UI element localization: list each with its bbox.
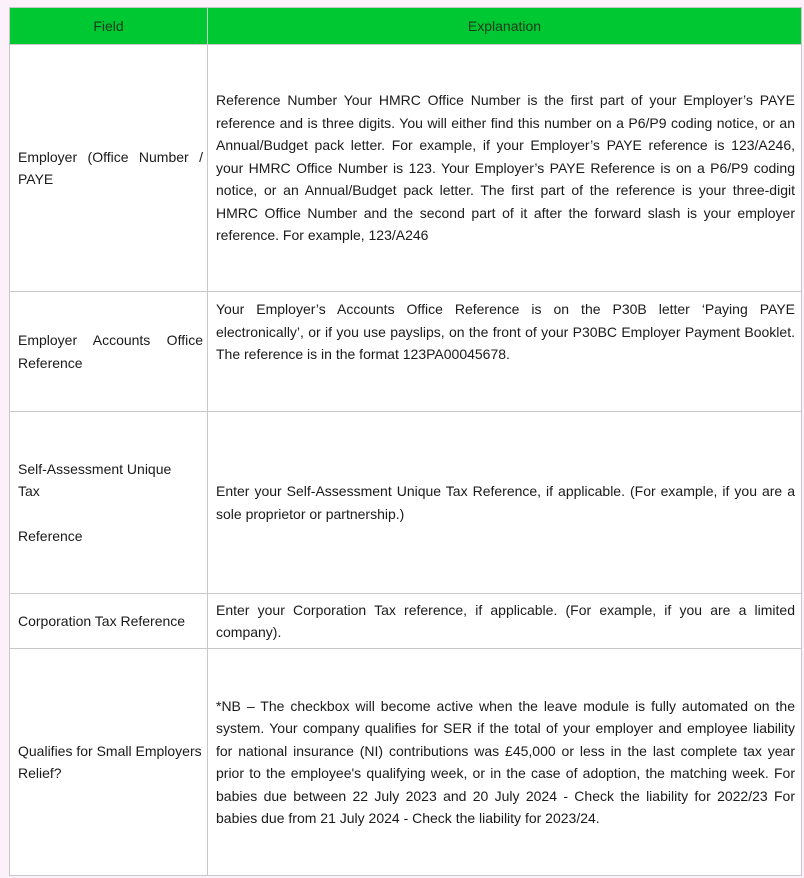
- field-cell-line: Self-Assessment Unique: [18, 460, 172, 477]
- field-cell: Employer (Office Number / PAYE: [10, 45, 208, 292]
- table-row: [10, 649, 802, 876]
- column-header-explanation: Explanation: [208, 8, 802, 45]
- table-header-row: [10, 8, 802, 45]
- explanation-cell: Your Employer’s Accounts Office Reference is on the P30B letter ‘Paying PAYE electronically’, or if you use payslips, on the front of your P30BC Employer Payment Booklet. The reference is in the format 123PA00045678.: [208, 292, 802, 412]
- table-row: [10, 292, 802, 412]
- field-cell: [10, 412, 208, 594]
- explanation-cell: Enter your Corporation Tax reference, if applicable. (For example, if you are a limited company).: [208, 594, 802, 649]
- field-cell: Employer Accounts Office Reference: [10, 292, 208, 412]
- field-cell-line: Tax: [18, 483, 40, 500]
- table-row: [10, 45, 802, 292]
- table-row: [10, 594, 802, 649]
- explanation-cell: Reference Number Your HMRC Office Number is the first part of your Employer’s PAYE reference and is three digits. You will either find this number on a P6/P9 coding notice, or an Annual/Budget pack letter. For example, if your Employer’s PAYE reference is 123/A246, your HMRC Office Number is 123. Your Employer’s PAYE Reference is on a P6/P9 coding notice, or an Annual/Budget pack letter. The first part of the reference is your three-digit HMRC Office Number and the second part of it after the forward slash is your employer reference. For example, 123/A246: [208, 45, 802, 292]
- field-cell: Qualifies for Small Employers Relief?: [10, 649, 208, 876]
- field-cell-spacer: [18, 503, 203, 525]
- column-header-field: Field: [10, 8, 208, 45]
- table-row: [10, 412, 802, 594]
- field-explanation-table: [9, 7, 802, 876]
- field-cell: Corporation Tax Reference: [10, 594, 208, 649]
- field-cell-line: Reference: [18, 527, 83, 544]
- explanation-cell: *NB – The checkbox will become active when the leave module is fully automated on the system. Your company qualifies for SER if the total of your employer and employee liability for national insurance (NI) contributions was £45,000 or less in the last complete tax year prior to the employee's qualifying week, or in the case of adoption, the matching week. For babies due between 22 July 2023 and 20 July 2024 - Check the liability for 2022/23 For babies due from 21 July 2024 - Check the liability for 2023/24.: [208, 649, 802, 876]
- explanation-cell: Enter your Self-Assessment Unique Tax Reference, if applicable. (For example, if you are a sole proprietor or partnership.): [208, 412, 802, 594]
- field-explanation-table-container: [9, 7, 801, 876]
